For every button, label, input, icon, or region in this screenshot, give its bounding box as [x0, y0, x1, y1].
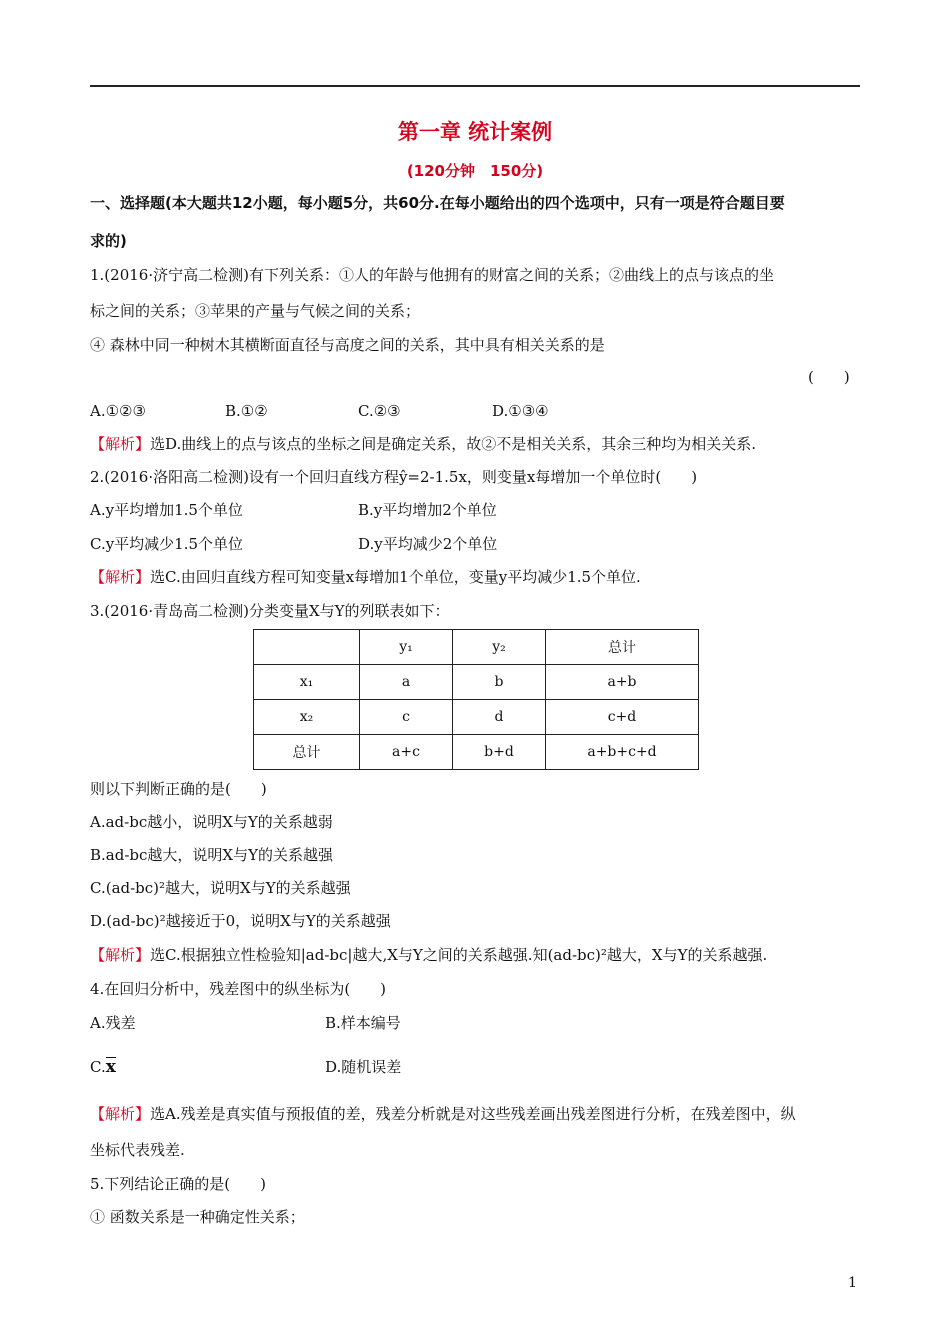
x-bar-symbol: x — [105, 1057, 116, 1077]
table-cell: d — [453, 700, 546, 735]
analysis-tag: 【解析】 — [90, 568, 151, 586]
q3-prompt: 则以下判断正确的是( ) — [90, 780, 267, 798]
table-cell: a — [360, 665, 453, 700]
analysis-tag: 【解析】 — [90, 1105, 151, 1123]
q2-stem: 2.(2016·洛阳高二检测)设有一个回归直线方程ŷ=2-1.5x，则变量x每增加一个单位时( ) — [90, 468, 698, 486]
q1-option-a: A.①②③ — [90, 402, 146, 420]
q4-stem: 4.在回归分析中，残差图中的纵坐标为( ) — [90, 980, 387, 998]
table-cell: 总计 — [546, 630, 699, 665]
page-subtitle: (120分钟 150分) — [406, 162, 544, 180]
table-cell: y₂ — [453, 630, 546, 665]
q4-option-c — [90, 1057, 116, 1077]
q2-option-b: B.y平均增加2个单位 — [358, 501, 497, 519]
q2-analysis — [90, 567, 641, 587]
q1-stem-cont: 标之间的关系；③苹果的产量与气候之间的关系； — [90, 302, 421, 320]
q4-analysis-cont: 坐标代表残差. — [90, 1141, 185, 1159]
table-cell: x₁ — [254, 665, 360, 700]
q2-option-a: A.y平均增加1.5个单位 — [90, 501, 243, 519]
table-cell: a+b — [546, 665, 699, 700]
q4-option-a: A.残差 — [90, 1014, 136, 1032]
q3-option-c: C.(ad-bc)²越大，说明X与Y的关系越强 — [90, 879, 351, 897]
q1-analysis-text: 选D.曲线上的点与该点的坐标之间是确定关系，故②不是相关关系，其余三种均为相关关系. — [150, 435, 757, 453]
analysis-tag: 【解析】 — [90, 946, 151, 964]
q5-stem: 5.下列结论正确的是( ) — [90, 1175, 267, 1193]
table-cell: b+d — [453, 735, 546, 770]
q1-option-d: D.①③④ — [492, 402, 549, 420]
q3-analysis-text: 选C.根据独立性检验知|ad-bc|越大,X与Y之间的关系越强.知(ad-bc)²越大，X与Y的关系越强. — [150, 946, 768, 964]
q1-stem: 1.(2016·济宁高二检测)有下列关系：①人的年龄与他拥有的财富之间的关系；②曲线上的点与该点的坐 — [90, 266, 774, 284]
q1-option-c: C.②③ — [358, 402, 401, 420]
q1-option-b: B.①② — [225, 402, 268, 420]
page-title: 第一章 统计案例 — [397, 120, 553, 144]
table-row — [254, 665, 699, 700]
section-heading: 一、选择题(本大题共12小题，每小题5分，共60分.在每小题给出的四个选项中，只有一项是符合题目要 — [90, 194, 785, 212]
q4-analysis-text: 选A.残差是真实值与预报值的差，残差分析就是对这些残差画出残差图进行分析，在残差图中，纵 — [150, 1105, 796, 1123]
q3-stem: 3.(2016·青岛高二检测)分类变量X与Y的列联表如下： — [90, 602, 450, 620]
table-row — [254, 735, 699, 770]
q2-option-c: C.y平均减少1.5个单位 — [90, 535, 244, 553]
table-cell — [254, 630, 360, 665]
table-header-row — [254, 630, 699, 665]
page-number: 1 — [848, 1275, 857, 1291]
table-cell: a+c — [360, 735, 453, 770]
table-cell: x₂ — [254, 700, 360, 735]
q1-stem-item4: ④ 森林中同一种树木其横断面直径与高度之间的关系，其中具有相关关系的是 — [90, 336, 605, 354]
q1-answer-paren: ( ) — [808, 368, 850, 386]
q3-option-d: D.(ad-bc)²越接近于0，说明X与Y的关系越强 — [90, 912, 391, 930]
analysis-tag: 【解析】 — [90, 435, 151, 453]
table-cell: c+d — [546, 700, 699, 735]
table-row — [254, 700, 699, 735]
q2-analysis-text: 选C.由回归直线方程可知变量x每增加1个单位，变量y平均减少1.5个单位. — [150, 568, 641, 586]
q3-analysis — [90, 945, 767, 965]
q4-option-b: B.样本编号 — [325, 1014, 401, 1032]
q3-option-a: A.ad-bc越小，说明X与Y的关系越弱 — [90, 813, 333, 831]
q4-option-d: D.随机误差 — [325, 1058, 402, 1076]
q4-option-c-prefix: C. — [90, 1058, 106, 1076]
q1-analysis — [90, 434, 756, 454]
table-cell: 总计 — [254, 735, 360, 770]
contingency-table — [253, 629, 699, 770]
q2-option-d: D.y平均减少2个单位 — [358, 535, 498, 553]
section-heading-cont: 求的) — [90, 232, 127, 250]
q5-item-1: ① 函数关系是一种确定性关系； — [90, 1208, 305, 1226]
table-cell: c — [360, 700, 453, 735]
q3-option-b: B.ad-bc越大，说明X与Y的关系越强 — [90, 846, 333, 864]
table-cell: y₁ — [360, 630, 453, 665]
q4-analysis — [90, 1104, 796, 1124]
table-cell: b — [453, 665, 546, 700]
top-rule — [90, 85, 860, 87]
table-cell: a+b+c+d — [546, 735, 699, 770]
